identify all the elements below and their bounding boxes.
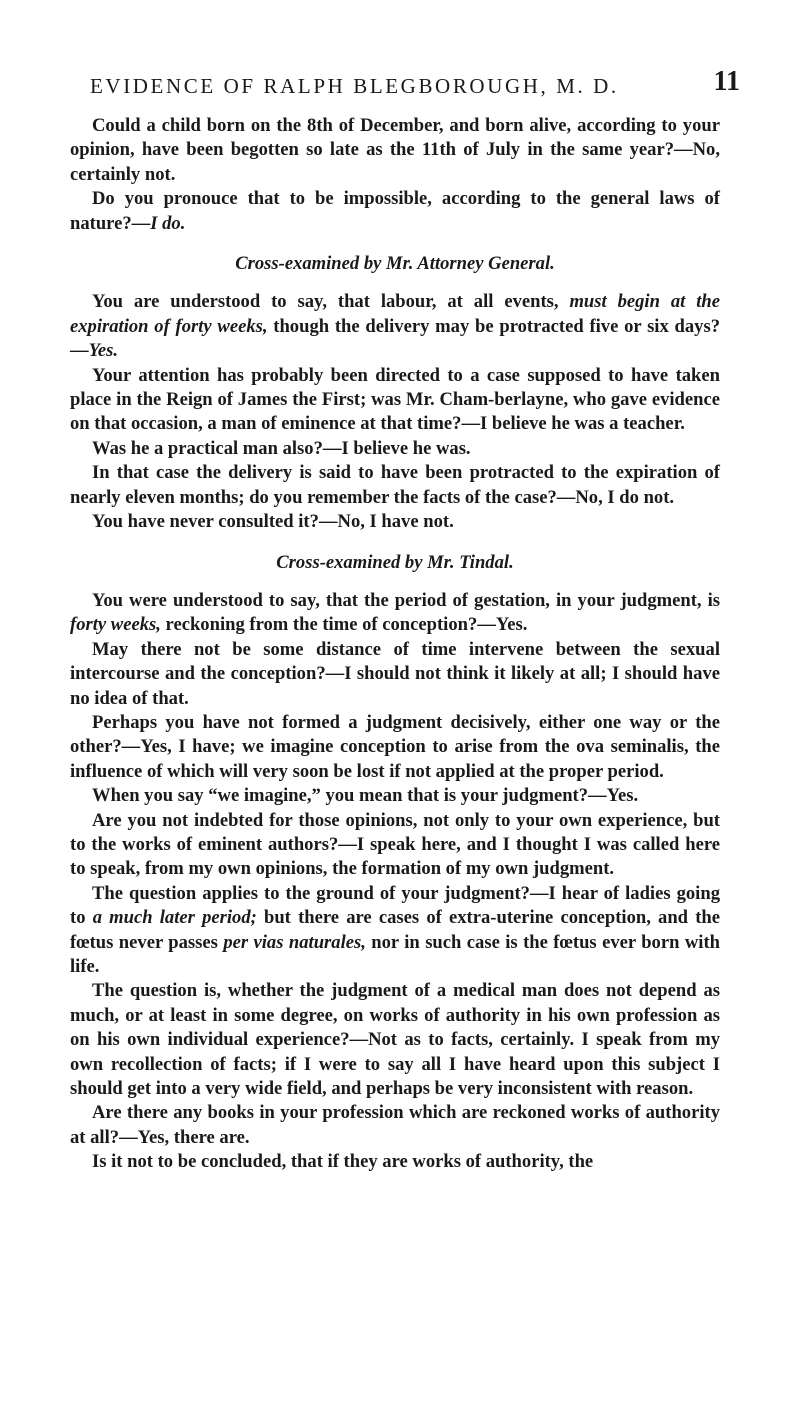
running-title: EVIDENCE OF RALPH BLEGBOROUGH, M. D. [90, 74, 619, 98]
italic-run: a much later period; [92, 907, 257, 929]
paragraph: May there not be some distance of time intervene between the sexual intercourse and the conception?—I should not think it likely at all; I should have no idea of that. [70, 638, 720, 709]
answer-italic: Yes. [88, 340, 119, 362]
italic-run: per vias naturales, [223, 931, 366, 953]
italic-run: must begin at the expiration of forty weeks, [70, 291, 720, 337]
paragraph: When you say “we imagine,” you mean that is your judgment?—Yes. [92, 785, 639, 807]
paragraph: The question is, whether the judgment of a medical man does not depend as much, or at least in some degree, on works of authority in his own profession as on his own individual experience?—Not as to facts, certainly. I speak from my own recollection of facts; if I were to say all I have heard upon this subject I should get into a very wide field, and perhaps be very inconsistent with reason. [70, 980, 720, 1100]
answer-italic: I do. [150, 212, 186, 234]
paragraph [70, 882, 720, 980]
section-heading: Cross-examined by Mr. Tindal. [276, 551, 514, 573]
paragraph: Your attention has probably been directed to a case supposed to have taken place in the Reign of James the First; was Mr. Cham-berlayne, who gave evidence on that occasion, a man of eminence at that time?—I believe he was a teacher. [70, 364, 720, 435]
paragraph: Is it not to be concluded, that if they are works of authority, the [92, 1151, 594, 1173]
paragraph: In that case the delivery is said to have been protracted to the expiration of nearly eleven months; do you remember the facts of the case?—No, I do not. [70, 462, 720, 508]
paragraph: Are you not indebted for those opinions, not only to your own experience, but to the works of eminent authors?—I speak here, and I thought I was called here to speak, from my own opinions, the formation of my own judgment. [70, 809, 720, 880]
text-run: but there are cases of extra-uterine conception, and the fœtus never passes [70, 907, 721, 953]
paragraph: Perhaps you have not formed a judgment decisively, either one way or the other?—Yes, I have; we imagine conception to arise from the ova seminalis, the influence of which will very soon be lost if not applied at the proper period. [70, 711, 720, 782]
question-text: Do you pronouce that to be impossible, according to the general laws of nature?— [70, 188, 720, 234]
book-page [70, 62, 740, 1175]
text-run: The question applies to the ground of your judgment?—I hear of ladies going to [70, 882, 720, 929]
text-run: nor in such case is the fœtus ever born with life. [70, 931, 720, 977]
paragraph [70, 290, 720, 363]
running-header [70, 62, 740, 106]
paragraph: Was he a practical man also?—I believe he was. [92, 437, 471, 459]
page-number: 11 [713, 66, 740, 97]
text-run: reckoning from the time of conception?—Yes. [160, 614, 528, 636]
italic-run: forty weeks, [70, 614, 161, 636]
text-run: You are understood to say, that labour, at all events, [92, 291, 570, 313]
paragraph [70, 187, 720, 236]
paragraph [70, 589, 720, 638]
text-run: though the delivery may be protracted five or six days?— [70, 315, 720, 362]
paragraph: Could a child born on the 8th of December, and born alive, according to your opinion, have been begotten so late as the 11th of July in the same year?—No, certainly not. [70, 115, 720, 185]
paragraph: Are there any books in your profession which are reckoned works of authority at all?—Yes, there are. [70, 1102, 720, 1148]
paragraph: You have never consulted it?—No, I have not. [92, 511, 454, 533]
page-body [70, 114, 720, 1175]
text-run: You were understood to say, that the period of gestation, in your judgment, is [92, 589, 720, 611]
section-heading: Cross-examined by Mr. Attorney General. [235, 253, 555, 275]
